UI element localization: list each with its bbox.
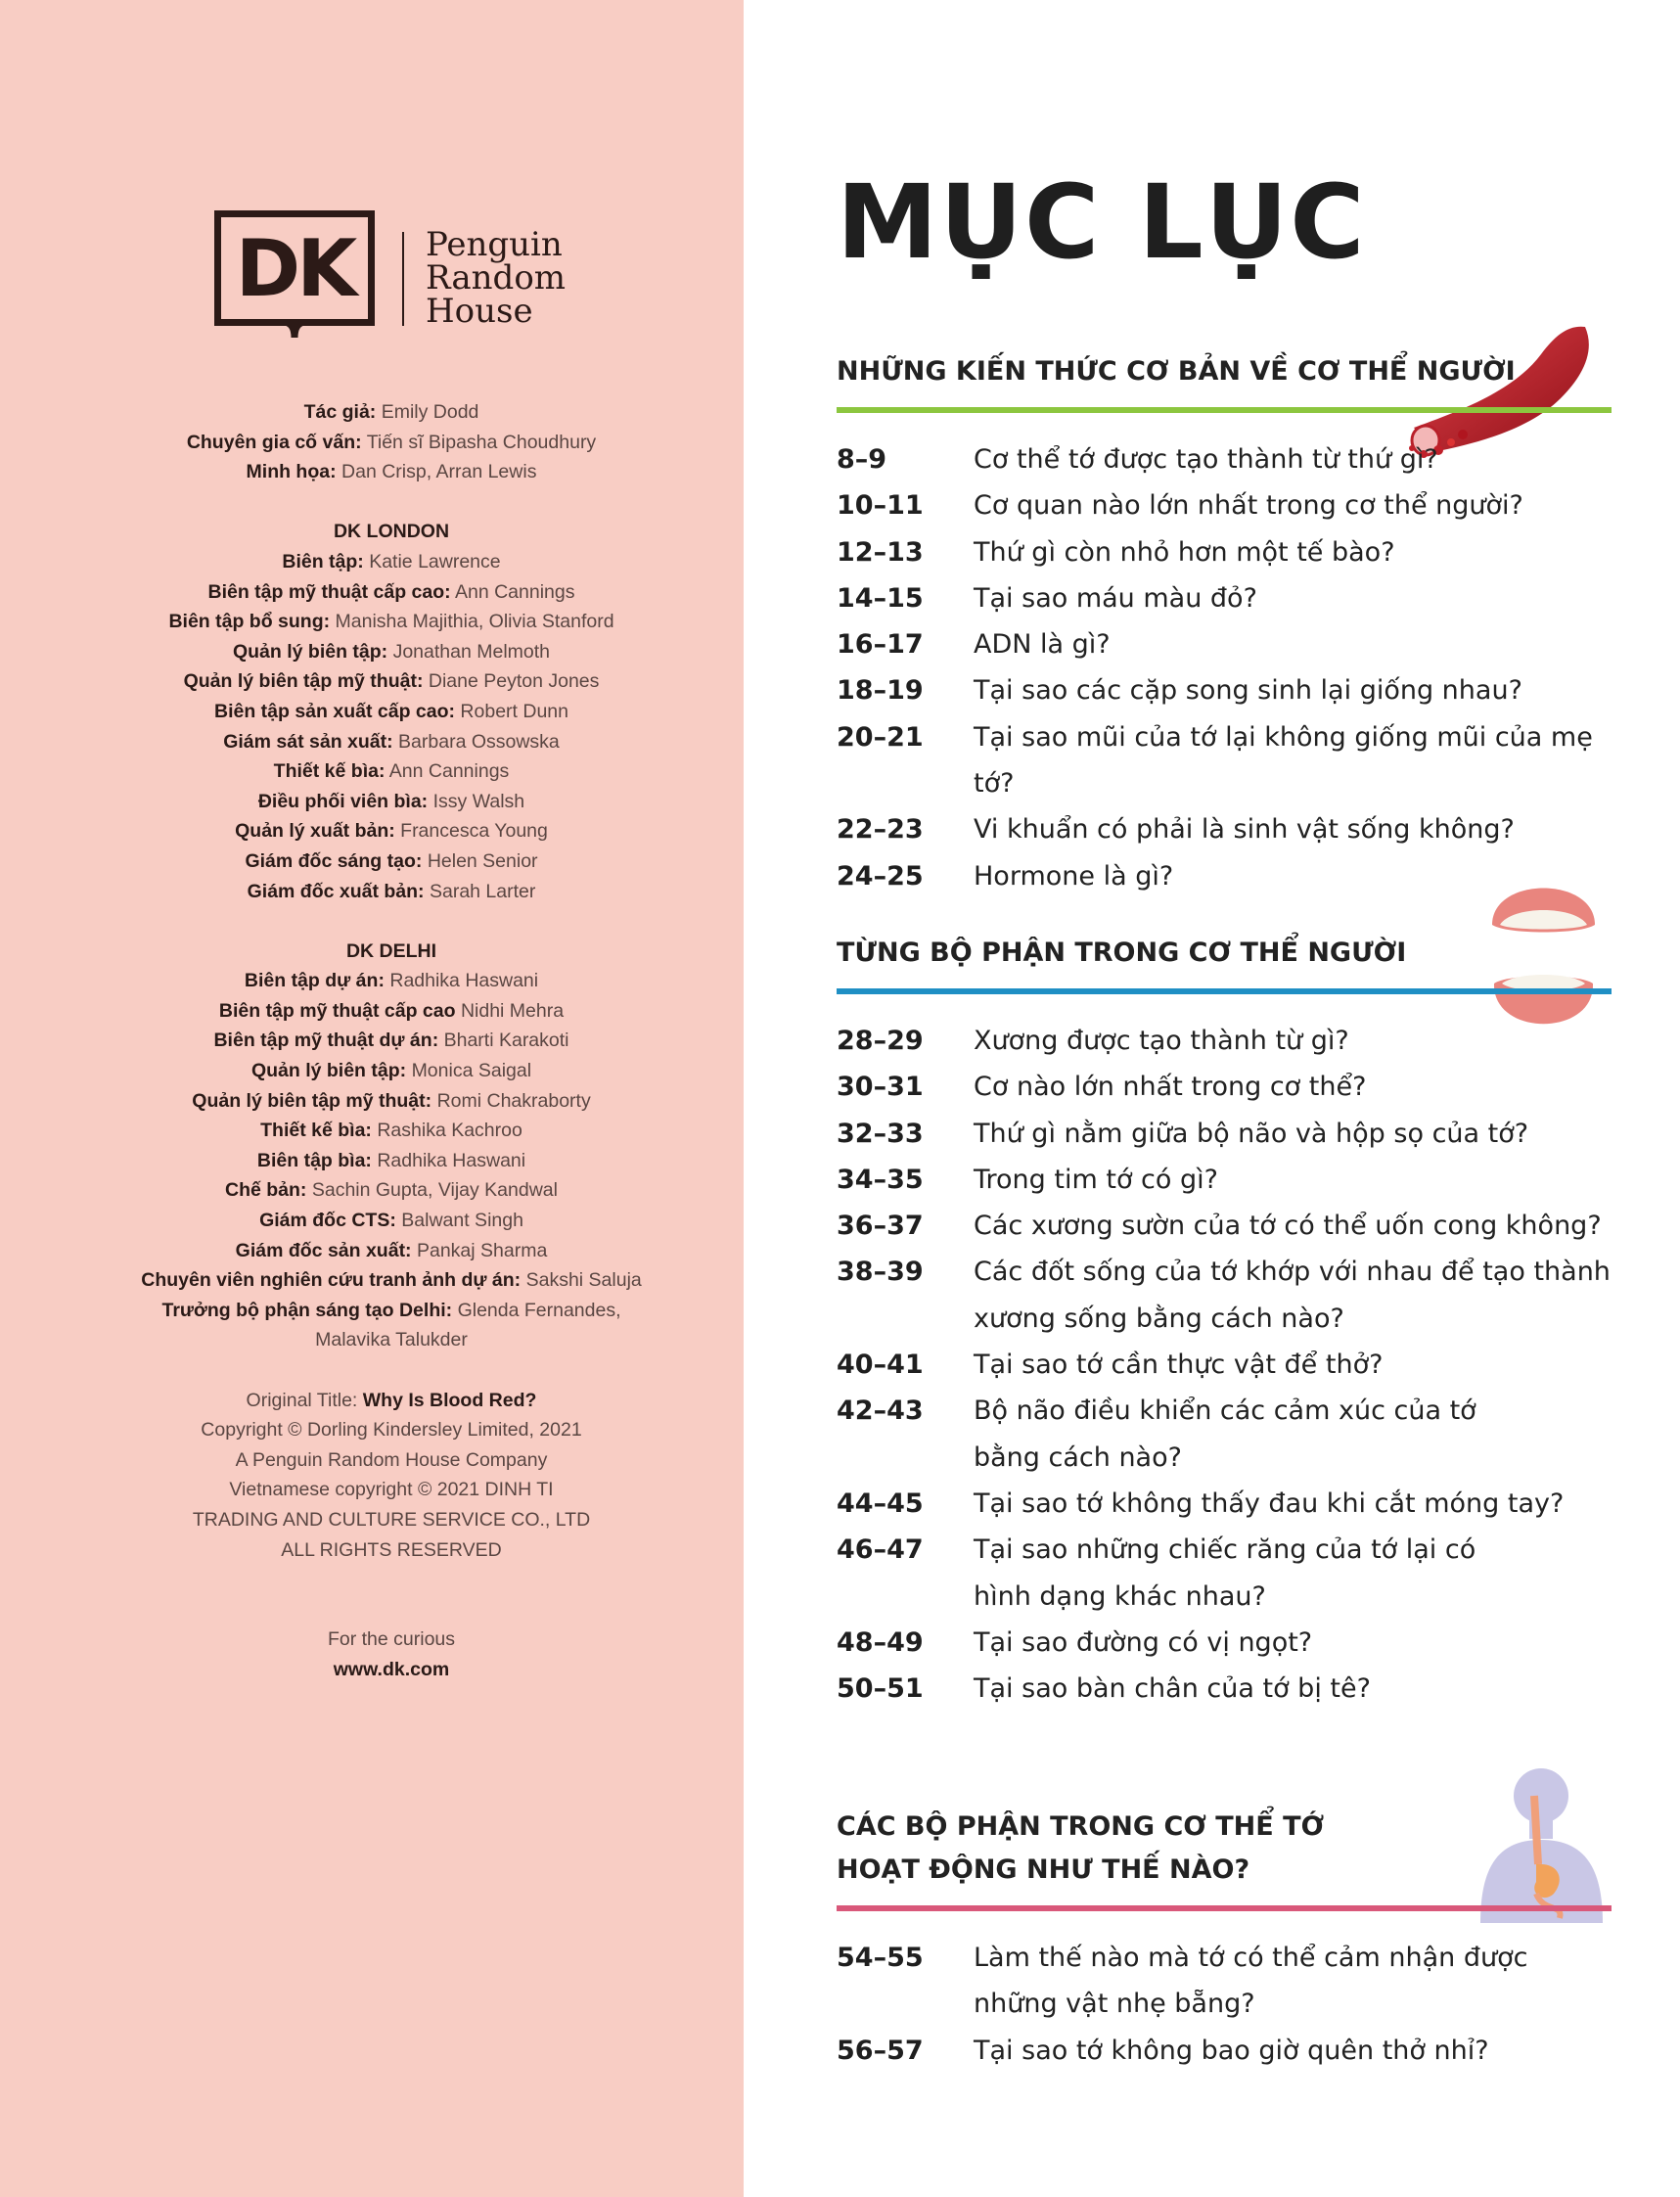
credit-role: Quản lý xuất bản: xyxy=(235,820,395,843)
credit-name: Nidhi Mehra xyxy=(460,999,565,1022)
toc-entry-question: Tại sao tớ không bao giờ quên thở nhỉ? xyxy=(974,2035,1489,2066)
credit-name: Barbara Ossowska xyxy=(398,730,560,753)
dk-logo-text: DK xyxy=(235,222,354,314)
toc-section-title: NHỮNG KIẾN THỨC CƠ BẢN VỀ CƠ THỂ NGƯỜI xyxy=(837,356,1516,387)
toc-entry-pages: 22–23 xyxy=(837,814,924,846)
credit-role: Tác giả: xyxy=(303,401,377,423)
credit-line xyxy=(98,428,685,458)
toc-entry-question: Cơ nào lớn nhất trong cơ thể? xyxy=(974,1072,1367,1103)
credit-line xyxy=(98,547,685,577)
credit-line xyxy=(98,1056,685,1086)
toc-entry-pages: 10–11 xyxy=(837,490,924,522)
credit-name: Manisha Majithia, Olivia Stanford xyxy=(335,611,614,633)
copyright-line: TRADING AND CULTURE SERVICE CO., LTD xyxy=(192,1508,591,1531)
toc-entry-pages: 20–21 xyxy=(837,721,924,753)
credit-name: Radhika Haswani xyxy=(377,1149,526,1171)
credit-role: Thiết kế bìa: xyxy=(260,1120,372,1142)
toc-entry-pages: 40–41 xyxy=(837,1350,924,1381)
credit-role: Biên tập: xyxy=(282,550,364,572)
credit-role: Quản lý biên tập mỹ thuật: xyxy=(183,670,424,693)
credit-name: Dan Crisp, Arran Lewis xyxy=(341,461,537,483)
credit-role: Trưởng bộ phận sáng tạo Delhi: xyxy=(161,1299,453,1321)
original-title-line xyxy=(98,1386,685,1416)
toc-entry xyxy=(837,1527,1612,1620)
credit-name: Romi Chakraborty xyxy=(436,1089,591,1112)
toc-entry-question: Làm thế nào mà tớ có thể cảm nhận được những vật nhẹ bẵng? xyxy=(974,1943,1528,2020)
toc-entry xyxy=(837,482,1612,528)
credit-role: Chuyên gia cố vấn: xyxy=(186,431,362,453)
copyright-line: ALL RIGHTS RESERVED xyxy=(281,1538,502,1561)
toc-section xyxy=(837,1806,1612,2074)
toc-entry-question: Cơ thể tớ được tạo thành từ thứ gì? xyxy=(974,444,1438,475)
toc-entry-question: Tại sao máu màu đỏ? xyxy=(974,582,1257,614)
toc-entry xyxy=(837,1388,1612,1481)
credits-spacer xyxy=(98,906,685,937)
toc-section-rule xyxy=(837,988,1612,994)
copyright-line: For the curious xyxy=(327,1628,456,1651)
wordmark-line: House xyxy=(426,292,533,331)
credit-role: Giám đốc sáng tạo: xyxy=(245,849,423,872)
credit-name: Bharti Karakoti xyxy=(443,1030,569,1052)
toc-entry-pages: 56–57 xyxy=(837,2035,924,2066)
credit-role: Chuyên viên nghiên cứu tranh ảnh dự án: xyxy=(141,1269,522,1292)
credit-role: Giám sát sản xuất: xyxy=(223,730,393,753)
credit-line xyxy=(98,787,685,817)
credit-role: Điều phối viên bìa: xyxy=(257,790,429,812)
copyright-line: Copyright © Dorling Kindersley Limited, 2021 xyxy=(201,1419,582,1442)
toc-entry xyxy=(837,436,1612,482)
publisher-logo xyxy=(214,210,586,343)
toc-entry-question: Tại sao đường có vị ngọt? xyxy=(974,1626,1313,1658)
toc-entry xyxy=(837,1064,1612,1110)
credit-line xyxy=(98,847,685,877)
toc-entry-pages: 54–55 xyxy=(837,1943,924,1973)
credit-line xyxy=(98,756,685,787)
copyright-line: Vietnamese copyright © 2021 DINH TI xyxy=(229,1479,554,1501)
toc-entry-question: Vi khuẩn có phải là sinh vật sống không? xyxy=(974,814,1515,846)
credit-name-continued: Malavika Talukder xyxy=(315,1329,468,1351)
credit-name: Issy Walsh xyxy=(432,790,525,812)
toc-entry xyxy=(837,1935,1612,2028)
toc-entry-question: Bộ não điều khiển các cảm xúc của tớ bằng cách nào? xyxy=(974,1396,1476,1473)
credit-name: Monica Saigal xyxy=(411,1060,532,1082)
toc-entry-pages: 50–51 xyxy=(837,1673,924,1705)
credit-name: Sachin Gupta, Vijay Kandwal xyxy=(311,1179,558,1202)
toc-entry-pages: 28–29 xyxy=(837,1026,924,1056)
toc-section-rule xyxy=(837,1905,1612,1911)
toc-entry-pages: 48–49 xyxy=(837,1626,924,1658)
toc-entry-pages: 42–43 xyxy=(837,1396,924,1427)
logo-divider xyxy=(402,232,404,326)
credits-spacer xyxy=(98,1565,685,1595)
toc-entry-pages: 14–15 xyxy=(837,582,924,614)
toc-section xyxy=(837,932,1612,1712)
credit-role: Minh họa: xyxy=(246,461,337,483)
toc-entry-pages: 16–17 xyxy=(837,629,924,661)
page-title: MỤC LỤC xyxy=(837,162,1367,282)
website-text: www.dk.com xyxy=(333,1658,450,1680)
credits-spacer xyxy=(98,487,685,518)
credit-line xyxy=(98,457,685,487)
credit-role: Biên tập mỹ thuật dự án: xyxy=(213,1030,439,1052)
credit-name: Balwant Singh xyxy=(401,1210,523,1232)
toc-entry xyxy=(837,853,1612,899)
toc-entry xyxy=(837,1018,1612,1064)
credit-line xyxy=(98,1236,685,1266)
credit-name: Katie Lawrence xyxy=(369,550,501,572)
toc-entry xyxy=(837,667,1612,713)
toc-entry xyxy=(837,621,1612,667)
toc-section-title: CÁC BỘ PHẬN TRONG CƠ THỂ TỚ HOẠT ĐỘNG NHƯ THẾ NÀO? xyxy=(837,1811,1325,1885)
toc-entry xyxy=(837,1481,1612,1527)
toc-entry-pages: 12–13 xyxy=(837,536,924,568)
penguin-random-house-wordmark xyxy=(426,225,567,331)
credit-line xyxy=(98,727,685,757)
toc-entry xyxy=(837,1203,1612,1249)
credit-role: Quản lý biên tập: xyxy=(232,640,388,663)
copyright-line: A Penguin Random House Company xyxy=(235,1448,548,1471)
wordmark-line: Penguin xyxy=(426,225,563,264)
table-of-contents xyxy=(744,0,1680,2197)
credit-line xyxy=(98,1086,685,1117)
toc-entry-pages: 38–39 xyxy=(837,1257,924,1288)
toc-entry-question: Các đốt sống của tớ khớp với nhau để tạo thành xương sống bằng cách nào? xyxy=(974,1257,1611,1334)
credit-line xyxy=(98,697,685,727)
credits-spacer xyxy=(98,1595,685,1625)
dk-logo xyxy=(214,210,375,326)
credit-line xyxy=(98,816,685,847)
credit-line xyxy=(98,1265,685,1296)
credit-role: Biên tập dự án: xyxy=(244,970,385,992)
credit-line xyxy=(98,637,685,667)
credit-line xyxy=(98,1296,685,1326)
toc-entry-pages: 24–25 xyxy=(837,860,924,892)
credit-name: Tiến sĩ Bipasha Choudhury xyxy=(366,431,597,453)
credit-line xyxy=(98,966,685,996)
toc-entry-question: Tại sao mũi của tớ lại không giống mũi của mẹ tớ? xyxy=(974,721,1593,800)
credit-name: Ann Cannings xyxy=(388,760,510,783)
toc-entry-pages: 36–37 xyxy=(837,1211,924,1242)
toc-entry-question: Hormone là gì? xyxy=(974,860,1174,892)
credits-section-heading: DK DELHI xyxy=(345,939,437,962)
toc-entry xyxy=(837,1620,1612,1666)
toc-entry-question: Các xương sườn của tớ có thể uốn cong không? xyxy=(974,1211,1602,1242)
toc-entry-list xyxy=(837,1935,1612,2074)
credit-line xyxy=(98,577,685,608)
credit-name: Diane Peyton Jones xyxy=(428,670,600,693)
toc-entry xyxy=(837,1666,1612,1712)
original-title-label: Original Title: xyxy=(246,1389,358,1411)
credit-line xyxy=(98,1146,685,1176)
toc-section-title: TỪNG BỘ PHẬN TRONG CƠ THỂ NGƯỜI xyxy=(837,938,1407,968)
credit-line xyxy=(98,1175,685,1206)
credits-panel xyxy=(0,0,744,2197)
toc-entry xyxy=(837,1157,1612,1203)
credit-name: Ann Cannings xyxy=(454,580,575,603)
credit-role: Biên tập bổ sung: xyxy=(168,611,331,633)
website-link xyxy=(98,1655,685,1685)
toc-entry xyxy=(837,714,1612,807)
toc-entry-question: Tại sao tớ cần thực vật để thở? xyxy=(974,1350,1384,1381)
credit-line xyxy=(98,607,685,637)
credit-name: Rashika Kachroo xyxy=(377,1120,522,1142)
toc-entry-question: Cơ quan nào lớn nhất trong cơ thể người? xyxy=(974,490,1523,522)
credit-name: Sarah Larter xyxy=(429,880,536,902)
toc-entry-question: Tại sao những chiếc răng của tớ lại có hình dạng khác nhau? xyxy=(974,1534,1476,1612)
credit-name: Radhika Haswani xyxy=(389,970,539,992)
toc-section-rule xyxy=(837,407,1612,413)
wordmark-line: Random xyxy=(426,258,567,298)
toc-section xyxy=(837,350,1612,899)
credits-spacer xyxy=(98,1355,685,1386)
credit-name: Helen Senior xyxy=(427,849,538,872)
credit-role: Biên tập mỹ thuật cấp cao: xyxy=(207,580,451,603)
toc-entry xyxy=(837,1249,1612,1342)
toc-entry xyxy=(837,575,1612,621)
toc-entry-question: Thứ gì nằm giữa bộ não và hộp sọ của tớ? xyxy=(974,1118,1529,1149)
credit-role: Thiết kế bìa: xyxy=(273,760,386,783)
toc-entry-question: Trong tim tớ có gì? xyxy=(974,1164,1218,1195)
toc-entry-list xyxy=(837,1018,1612,1712)
credits-list xyxy=(98,397,685,1685)
credit-role: Quản lý biên tập mỹ thuật: xyxy=(192,1089,432,1112)
credit-role: Giám đốc sản xuất: xyxy=(235,1239,412,1261)
toc-entry-pages: 44–45 xyxy=(837,1488,924,1519)
credit-role: Biên tập bìa: xyxy=(256,1149,372,1171)
toc-entry-question: Tại sao tớ không thấy đau khi cắt móng tay? xyxy=(974,1488,1565,1519)
credit-role: Biên tập sản xuất cấp cao: xyxy=(214,700,455,722)
book-pages-icon xyxy=(214,320,375,343)
credit-name: Pankaj Sharma xyxy=(416,1239,548,1261)
toc-entry-pages: 18–19 xyxy=(837,675,924,707)
credit-line xyxy=(98,1026,685,1056)
toc-entry xyxy=(837,2028,1612,2074)
toc-entry xyxy=(837,529,1612,575)
toc-entry-question: Thứ gì còn nhỏ hơn một tế bào? xyxy=(974,536,1395,568)
credit-name: Robert Dunn xyxy=(460,700,568,722)
credit-line xyxy=(98,666,685,697)
toc-entry-pages: 8–9 xyxy=(837,444,887,475)
credit-role: Biên tập mỹ thuật cấp cao xyxy=(218,999,456,1022)
credit-name: Sakshi Saluja xyxy=(525,1269,642,1292)
credit-name: Jonathan Melmoth xyxy=(392,640,551,663)
toc-entry-pages: 34–35 xyxy=(837,1164,924,1195)
credits-section-heading: DK LONDON xyxy=(333,521,450,543)
credit-name: Glenda Fernandes, xyxy=(457,1299,621,1321)
toc-entry xyxy=(837,1342,1612,1388)
toc-entry-question: ADN là gì? xyxy=(974,629,1111,661)
toc-entry-pages: 46–47 xyxy=(837,1534,924,1566)
credit-line xyxy=(98,877,685,907)
original-title-value: Why Is Blood Red? xyxy=(362,1389,537,1411)
toc-entry-question: Tại sao bàn chân của tớ bị tê? xyxy=(974,1673,1371,1705)
credit-line xyxy=(98,397,685,428)
toc-entry-list xyxy=(837,436,1612,899)
toc-entry-pages: 30–31 xyxy=(837,1072,924,1103)
credit-line xyxy=(98,1116,685,1146)
toc-entry xyxy=(837,1111,1612,1157)
credit-role: Chế bản: xyxy=(225,1179,307,1202)
credit-name: Emily Dodd xyxy=(381,401,479,423)
credit-role: Quản lý biên tập: xyxy=(250,1060,407,1082)
credit-line xyxy=(98,1206,685,1236)
toc-entry xyxy=(837,806,1612,852)
credit-role: Giám đốc xuất bản: xyxy=(247,880,425,902)
toc-entry-question: Xương được tạo thành từ gì? xyxy=(974,1026,1349,1056)
credit-name: Francesca Young xyxy=(400,820,548,843)
credit-role: Giám đốc CTS: xyxy=(259,1210,396,1232)
credit-line xyxy=(98,996,685,1027)
toc-entry-question: Tại sao các cặp song sinh lại giống nhau? xyxy=(974,675,1522,707)
toc-entry-pages: 32–33 xyxy=(837,1118,924,1149)
